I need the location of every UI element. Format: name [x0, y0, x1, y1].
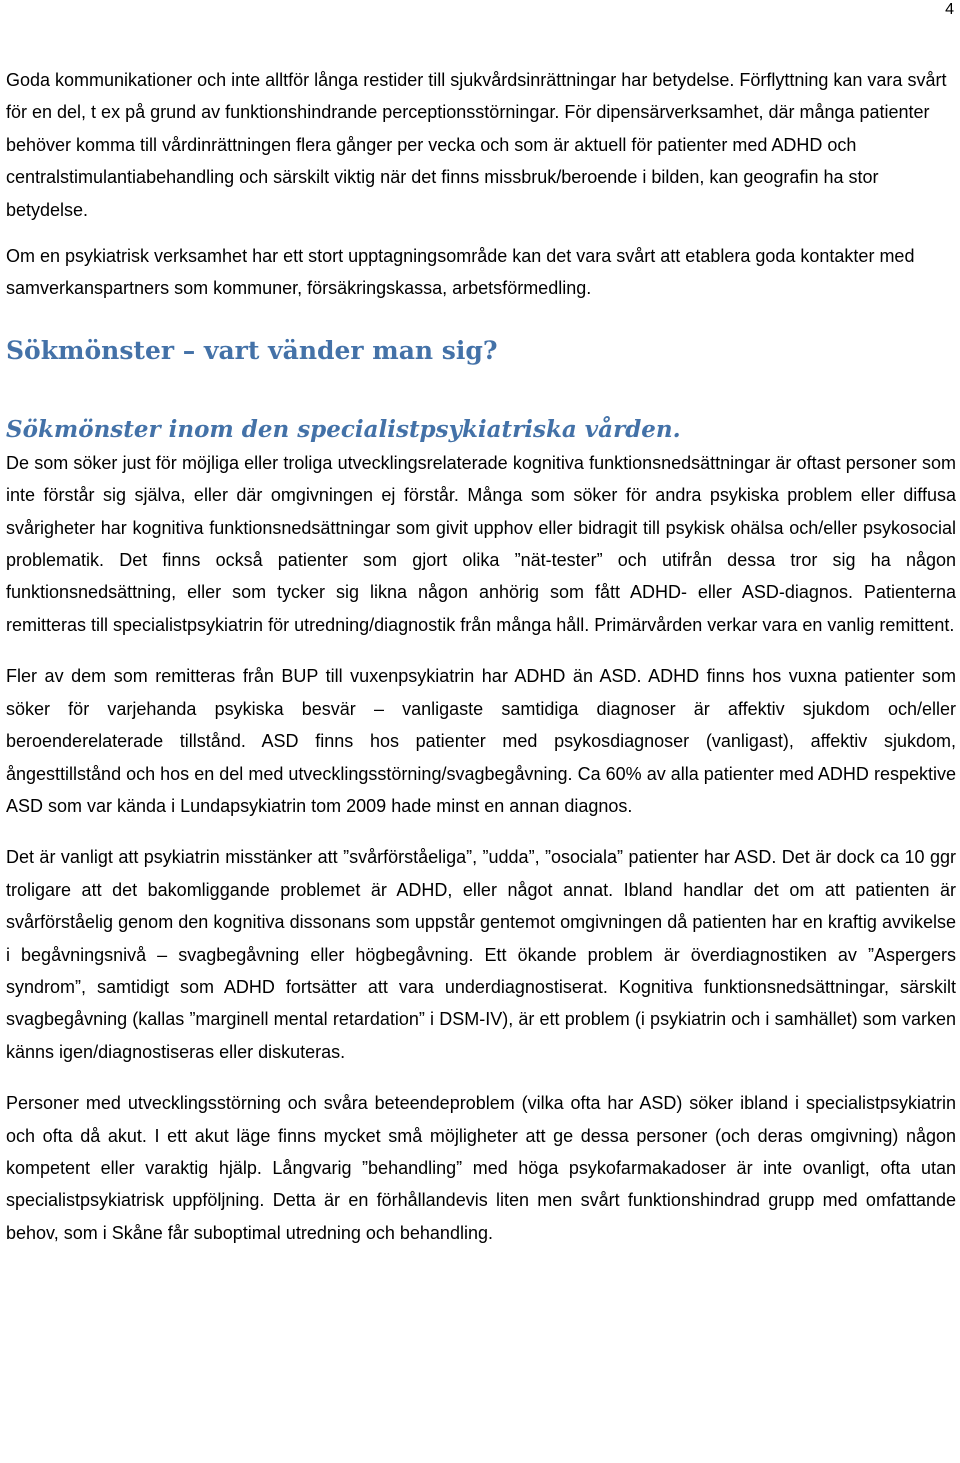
page-number: 4 — [945, 1, 954, 18]
section-heading: Sökmönster – vart vänder man sig? — [6, 335, 498, 365]
paragraph-catchment-area: Om en psykiatrisk verksamhet har ett stort upptagningsområde kan det vara svårt att etablera goda kontakter med samverkanspartners som kommuner, försäkringskassa, arbetsförmedling. — [6, 246, 915, 299]
document-body — [6, 64, 956, 1249]
paragraph-who-seeks: De som söker just för möjliga eller troliga utvecklingsrelaterade kognitiva funktionsnedsättningar är oftast personer som inte förstår sig själva, eller där omgivningen ej förstår. Många som söker för andra psykiska problem eller diffusa svårigheter har kognitiva funktionsnedsättningar som givit upphov eller bidragit till psykisk ohälsa och/eller psykosocial problematik. Det finns också patienter som gjort olika ”nät-tester” och utifrån dessa tror sig ha någon funktionsnedsättning, eller som tycker sig likna någon anhörig som fått ADHD- eller ASD-diagnos. Patienterna remitteras till specialistpsykiatrin för utredning/diagnostik från många håll. Primärvården verkar vara en vanlig remittent. — [6, 452, 956, 635]
section-subheading: Sökmönster inom den specialistpsykiatriska vården. — [6, 415, 681, 443]
paragraph-travel: Goda kommunikationer och inte alltför långa restider till sjukvårdsinrättningar har betydelse. Förflyttning kan vara svårt för en del, t ex på grund av funktionshindrande perceptionsstörningar. För dipensärverksamhet, där många patienter behöver komma till vårdinrättningen flera gånger per vecka och som är aktuell för patienter med ADHD och centralstimulantiabehandling och särskilt viktig när det finns missbruk/beroende i bilden, kan geografin ha stor betydelse. — [6, 70, 947, 220]
paragraph-misdiagnosis: Det är vanligt att psykiatrin misstänker att ”svårförståeliga”, ”udda”, ”osociala” patienter har ASD. Det är dock ca 10 ggr troligare att det bakomliggande problemet är ADHD, eller något annat. Ibland handlar det om att patienten är svårförståelig genom den kognitiva dissonans som uppstår gentemot omgivningen då patienten har en kraftig avvikelse i begåvningsnivå – svagbegåvning eller högbegåvning. Ett ökande problem är överdiagnostiken av ”Aspergers syndrom”, samtidigt som ADHD fortsätter att vara underdiagnostiserat. Kognitiva funktionsnedsättningar, särskilt svagbegåvning (kallas ”marginell mental retardation” i DSM-IV), är ett problem (i psykiatrin och i samhället) som varken känns igen/diagnostiseras eller diskuteras. — [6, 847, 956, 1062]
paragraph-adhd-asd-referrals: Fler av dem som remitteras från BUP till vuxenpsykiatrin har ADHD än ASD. ADHD finns hos vuxna patienter som söker för varjehanda psykiska besvär – vanligaste samtidiga diagnoser är affektiv sjukdom och/eller beroenderelaterade tillstånd. ASD finns hos patienter med psykosdiagnoser (vanligast), affektiv sjukdom, ångesttillstånd och hos en del med utvecklingsstörning/svagbegåvning. Ca 60% av alla patienter med ADHD respektive ASD som var kända i Lundapsykiatrin tom 2009 hade minst en annan diagnos. — [6, 666, 956, 816]
paragraph-behaviour-problems: Personer med utvecklingsstörning och svåra beteendeproblem (vilka ofta har ASD) söker ibland i specialistpsykiatrin och ofta då akut. I ett akut läge finns mycket små möjligheter att ge dessa personer (och deras omgivning) någon kompetent eller varaktig hjälp. Långvarig ”behandling” med höga psykofarmakadoser är inte ovanligt, ofta utan specialistpsykiatrisk uppföljning. Detta är en förhållandevis liten men svårt funktionshindrad grupp med omfattande behov, som i Skåne får suboptimal utredning och behandling. — [6, 1093, 956, 1243]
